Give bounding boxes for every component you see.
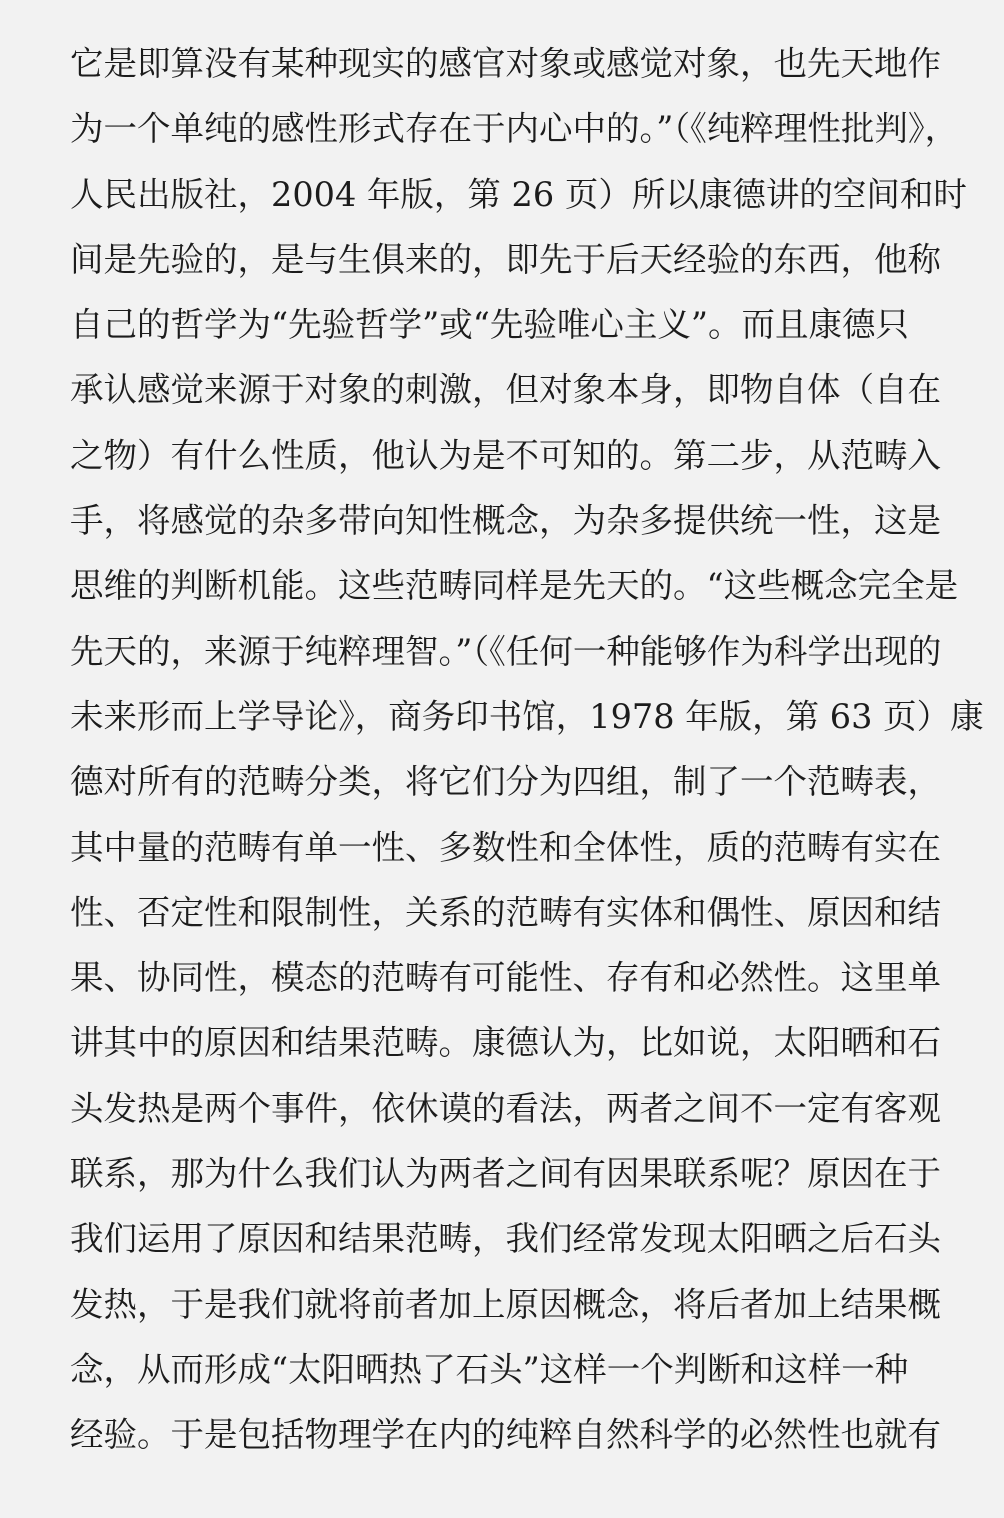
text-line: 经验。于是包括物理学在内的纯粹自然科学的必然性也就有 bbox=[70, 1415, 941, 1455]
text-line: 讲其中的原因和结果范畴。康德认为，比如说，太阳晒和石 bbox=[70, 1023, 941, 1063]
text-line: 承认感觉来源于对象的刺激，但对象本身，即物自体（自在 bbox=[70, 370, 941, 410]
text-line: 手，将感觉的杂多带向知性概念，为杂多提供统一性，这是 bbox=[70, 501, 941, 541]
text-line: 自己的哲学为“先验哲学”或“先验唯心主义”。而且康德只 bbox=[70, 305, 910, 345]
text-line: 我们运用了原因和结果范畴，我们经常发现太阳晒之后石头 bbox=[70, 1219, 941, 1259]
text-line: 性、否定性和限制性，关系的范畴有实体和偶性、原因和结 bbox=[70, 892, 941, 932]
text-line: 先天的，来源于纯粹理智。”（《任何一种能够作为科学出现的 bbox=[70, 631, 942, 671]
text-line: 未来形而上学导论》，商务印书馆，1978 年版，第 63 页）康 bbox=[70, 696, 984, 736]
text-line: 为一个单纯的感性形式存在于内心中的。”（《纯粹理性批判》， bbox=[70, 109, 959, 149]
text-line: 发热，于是我们就将前者加上原因概念，将后者加上结果概 bbox=[70, 1284, 941, 1324]
text-line: 德对所有的范畴分类，将它们分为四组，制了一个范畴表， bbox=[70, 762, 941, 802]
text-line: 其中量的范畴有单一性、多数性和全体性，质的范畴有实在 bbox=[70, 827, 941, 867]
text-line: 头发热是两个事件，依休谟的看法，两者之间不一定有客观 bbox=[70, 1088, 941, 1128]
text-line: 之物）有什么性质，他认为是不可知的。第二步，从范畴入 bbox=[70, 435, 941, 475]
text-line: 联系，那为什么我们认为两者之间有因果联系呢？原因在于 bbox=[70, 1154, 941, 1194]
text-line: 间是先验的，是与生俱来的，即先于后天经验的东西，他称 bbox=[70, 239, 941, 279]
text-line: 思维的判断机能。这些范畴同样是先天的。“这些概念完全是 bbox=[70, 566, 959, 606]
body-text bbox=[70, 31, 984, 1468]
text-line: 果、协同性，模态的范畴有可能性、存有和必然性。这里单 bbox=[70, 958, 941, 998]
text-line: 人民出版社，2004 年版，第 26 页）所以康德讲的空间和时 bbox=[70, 174, 967, 214]
text-line: 念，从而形成“太阳晒热了石头”这样一个判断和这样一种 bbox=[70, 1349, 909, 1389]
text-line: 它是即算没有某种现实的感官对象或感觉对象，也先天地作 bbox=[70, 44, 941, 83]
